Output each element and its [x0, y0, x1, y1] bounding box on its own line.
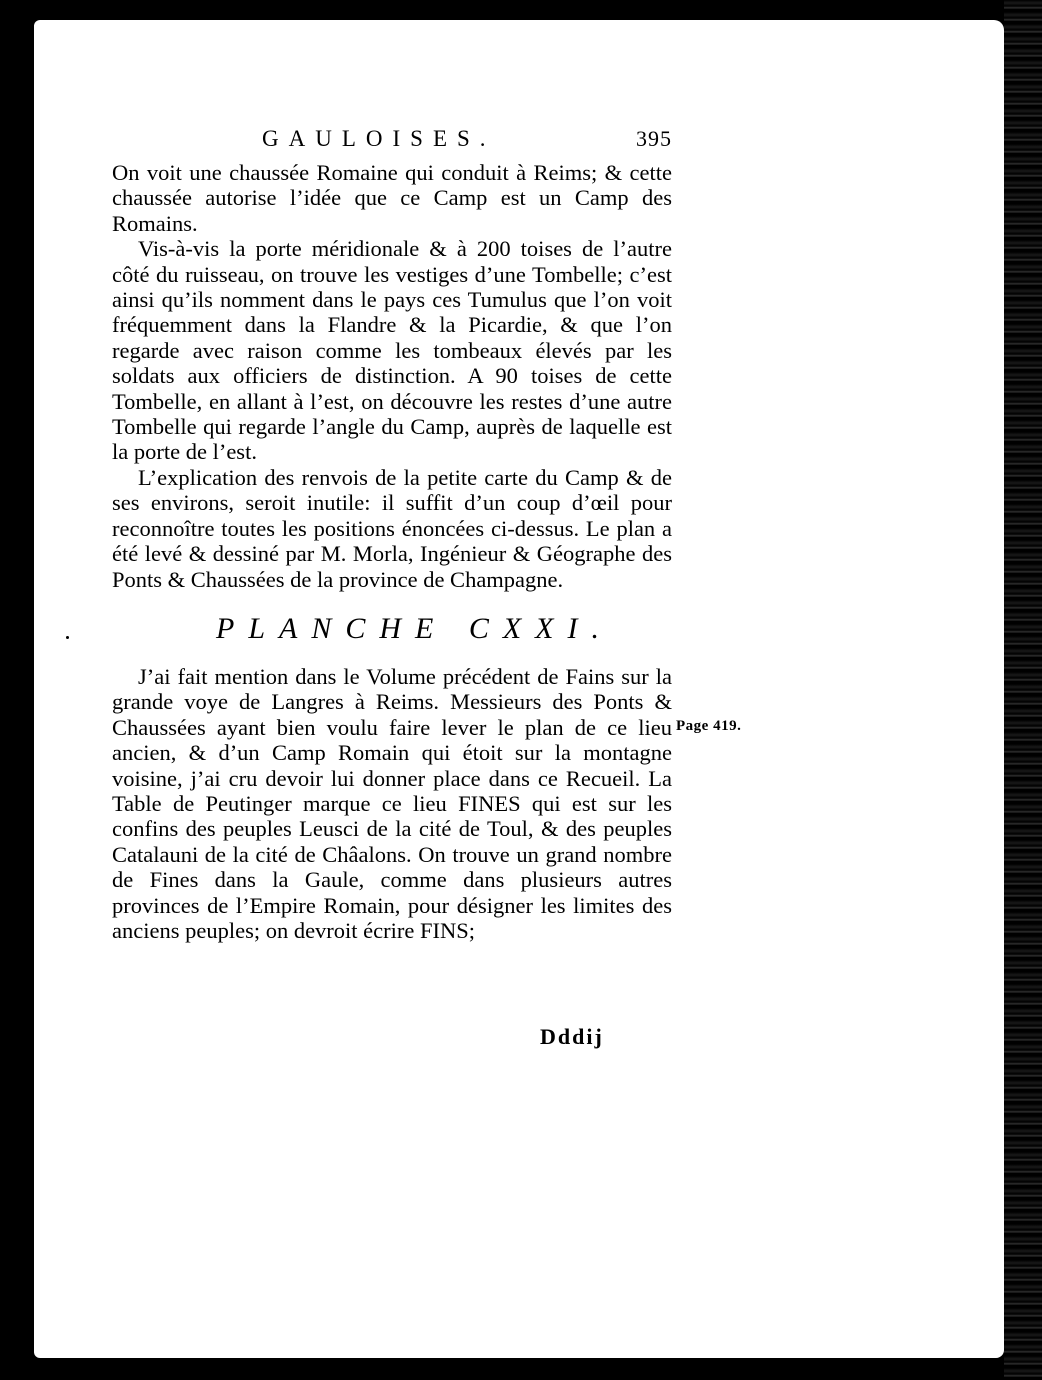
scan-edge [1004, 0, 1042, 1380]
text-block [112, 124, 672, 943]
running-title: GAULOISES. [262, 126, 496, 151]
plate-heading: PLANCHE CXXI. [216, 611, 613, 645]
paragraph-3: L’explication des renvois de la petite carte du Camp & de ses environs, seroit inutile: il suffit d’un coup d’œil pour reconnoître toutes les positions énoncées ci-dessus. Le plan a été levé & dessiné par M. Morla, Ingénieur & Géographe des Ponts & Chaussées de la province de Champagne. [112, 464, 672, 592]
paragraph-2: Vis-à-vis la porte méridionale & à 200 toises de l’autre côté du ruisseau, on trouve les vestiges d’une Tombelle; c’est ainsi qu’ils nomment dans le pays ces Tumulus que l’on voit fréquemment dans la Flandre & la Picardie, & que l’on regarde avec raison comme les tombeaux élevés par les soldats aux officiers de distinction. A 90 toises de cette Tombelle, en allant à l’est, on découvre les restes d’une autre Tombelle qui regarde l’angle du Camp, auprès de laquelle est la porte de l’est. [112, 236, 672, 465]
paragraph-1: On voit une chaussée Romaine qui conduit à Reims; & cette chaussée autorise l’idée que ce Camp est un Camp des Romains. [112, 160, 672, 236]
running-head [112, 124, 672, 154]
margin-note: Page 419. [676, 718, 742, 734]
stray-ink-dot [66, 636, 69, 639]
page-number: 395 [636, 126, 672, 151]
signature-mark: Dddij [540, 1024, 604, 1049]
paragraph-plate-text: J’ai fait mention dans le Volume précédent de Fains sur la grande voye de Langres à Reims. Messieurs des Ponts & Chaussées ayant bien voulu faire lever le plan de ce lieu ancien, & d’un Camp Romain qui étoit sur la montagne voisine, j’ai cru devoir lui donner place dans ce Recueil. La Table de Peutinger marque ce lieu FINES qui est sur les confins des peuples Leusci de la cité de Toul, & des peuples Catalauni de la cité de Châalons. On trouve un grand nombre de Fines dans la Gaule, comme dans plusieurs autres provinces de l’Empire Romain, pour désigner les limites des anciens peuples; on devroit écrire FINS; [112, 663, 672, 943]
